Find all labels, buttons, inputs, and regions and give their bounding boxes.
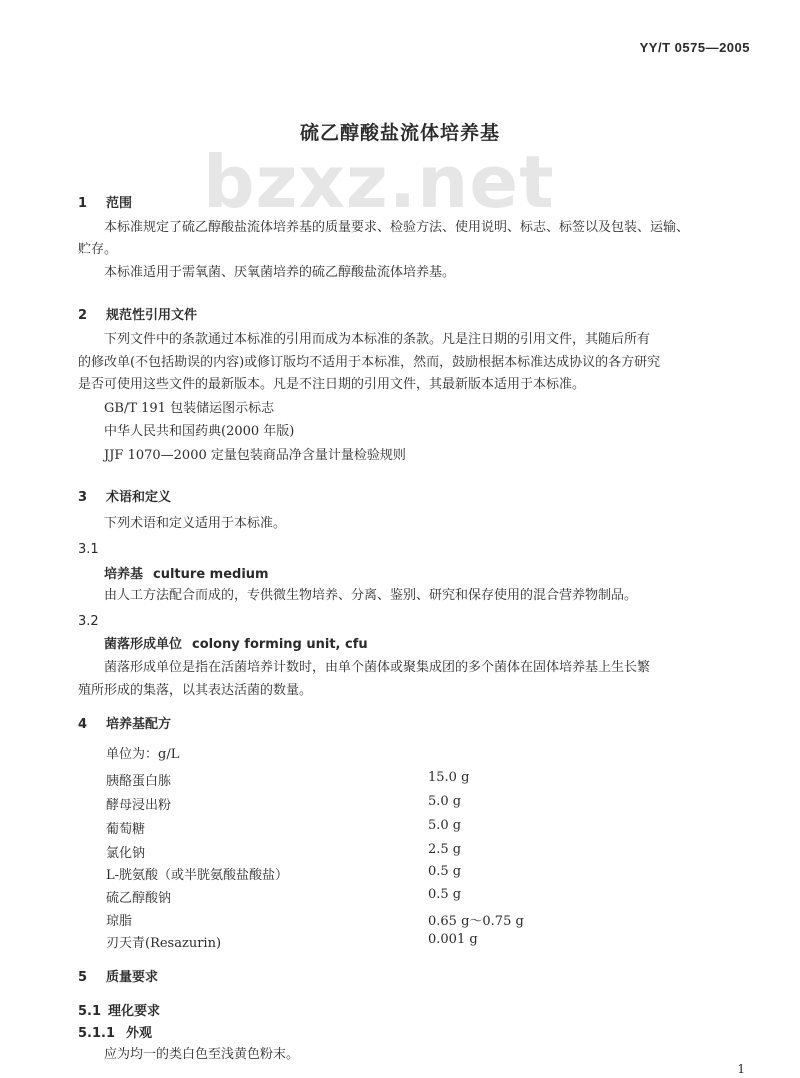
- component-quantity: 0.5 g: [428, 864, 462, 879]
- subsection-title: 理化要求: [108, 1004, 161, 1019]
- term-en: colony forming unit, cfu: [192, 637, 368, 652]
- component-quantity: 5.0 g: [428, 818, 462, 833]
- term-title: [104, 633, 368, 652]
- subsection-number: 5.1: [78, 1004, 102, 1019]
- section-1-heading: [78, 192, 132, 211]
- term-definition: 由人工方法配合而成的，专供微生物培养、分离、鉴别、研究和保存使用的混合营养物制品。: [104, 588, 638, 603]
- component-quantity: 0.001 g: [428, 932, 478, 947]
- section-number: 2: [78, 308, 88, 323]
- subsection-heading: [78, 1000, 160, 1019]
- component-name: 酵母浸出粉: [106, 798, 172, 813]
- component-name: 胰酪蛋白胨: [106, 774, 172, 789]
- appearance-requirement: 应为均一的类白色至浅黄色粉末。: [104, 1047, 300, 1062]
- component-name: 硫乙醇酸钠: [106, 891, 172, 906]
- subsubsection-title: 外观: [126, 1026, 153, 1041]
- section-2-heading: [78, 304, 197, 323]
- component-name: L-胱氨酸（或半胱氨酸盐酸盐）: [106, 868, 289, 883]
- document-title: 硫乙醇酸盐流体培养基: [299, 122, 500, 144]
- standard-code: YY/T 0575—2005: [639, 40, 750, 55]
- section-3-heading: [78, 486, 171, 505]
- component-quantity: 0.65 g～0.75 g: [428, 914, 524, 929]
- section-title: 培养基配方: [106, 717, 172, 732]
- section-number: 3: [78, 490, 88, 505]
- section-title: 质量要求: [106, 970, 159, 985]
- component-name: 琼脂: [106, 914, 133, 929]
- component-quantity: 0.5 g: [428, 887, 462, 902]
- watermark: bzxz.net: [203, 140, 555, 224]
- reference-item: 中华人民共和国药典(2000 年版): [104, 424, 295, 439]
- page-number: 1: [737, 1062, 745, 1076]
- term-definition-line: 殖所形成的集落，以其表达活菌的数量。: [78, 683, 313, 698]
- component-name: 葡萄糖: [106, 822, 146, 837]
- component-quantity: 15.0 g: [428, 770, 470, 785]
- section-number: 1: [78, 196, 88, 211]
- section-title: 规范性引用文件: [106, 308, 198, 323]
- section-2-paragraph-line: 下列文件中的条款通过本标准的引用而成为本标准的条款。凡是注日期的引用文件，其随后所有: [104, 332, 651, 347]
- formula-unit: 单位为：g/L: [106, 747, 180, 762]
- component-name: 刃天青(Resazurin): [106, 936, 222, 951]
- term-number: 3.1: [78, 542, 99, 557]
- section-1-paragraph-line: 本标准规定了硫乙醇酸盐流体培养基的质量要求、检验方法、使用说明、标志、标签以及包装、运输、: [104, 220, 690, 235]
- term-zh: 菌落形成单位: [104, 637, 183, 652]
- section-1-paragraph-line: 贮存。: [78, 242, 118, 257]
- section-5-heading: [78, 966, 158, 985]
- section-3-intro: 下列术语和定义适用于本标准。: [104, 516, 287, 531]
- term-title: [104, 563, 269, 582]
- section-4-heading: [78, 713, 171, 732]
- section-title: 范围: [106, 196, 133, 211]
- reference-item: JJF 1070—2000 定量包装商品净含量计量检验规则: [104, 448, 406, 463]
- section-number: 5: [78, 970, 88, 985]
- section-1-paragraph: 本标准适用于需氧菌、厌氧菌培养的硫乙醇酸盐流体培养基。: [104, 265, 456, 280]
- component-quantity: 2.5 g: [428, 842, 462, 857]
- term-number: 3.2: [78, 614, 99, 629]
- subsubsection-number: 5.1.1: [78, 1026, 116, 1041]
- reference-item: GB/T 191 包装储运图示标志: [104, 401, 275, 416]
- section-title: 术语和定义: [106, 490, 172, 505]
- term-en: culture medium: [153, 567, 269, 582]
- term-definition-line: 菌落形成单位是指在活菌培养计数时，由单个菌体或聚集成团的多个菌体在固体培养基上生长繁: [104, 660, 651, 675]
- component-quantity: 5.0 g: [428, 794, 462, 809]
- section-number: 4: [78, 717, 88, 732]
- section-2-paragraph-line: 是否可使用这些文件的最新版本。凡是不注日期的引用文件，其最新版本适用于本标准。: [78, 377, 586, 392]
- subsubsection-heading: [78, 1022, 152, 1041]
- section-2-paragraph-line: 的修改单(不包括勘误的内容)或修订版均不适用于本标准，然而，鼓励根据本标准达成协议的各方研究: [78, 355, 661, 370]
- component-name: 氯化钠: [106, 846, 146, 861]
- term-zh: 培养基: [104, 567, 144, 582]
